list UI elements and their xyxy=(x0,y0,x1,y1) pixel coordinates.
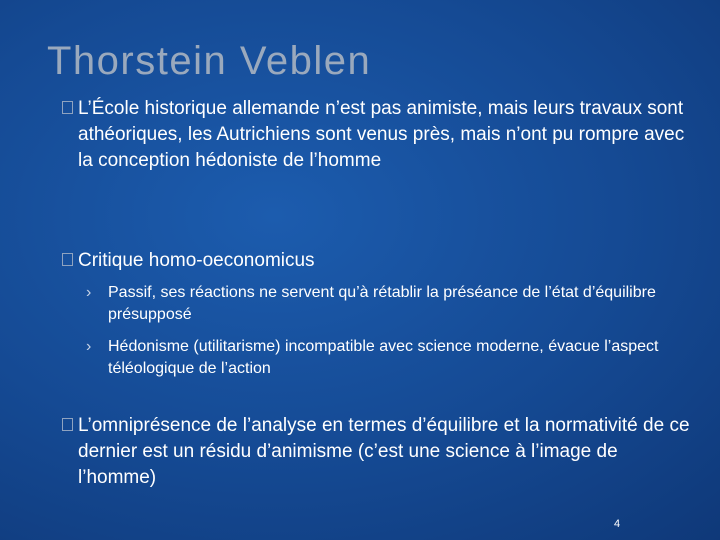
sub-bullet-item xyxy=(86,336,676,380)
bullet-item xyxy=(62,96,692,174)
chevron-right-icon: › xyxy=(86,338,92,355)
bullet-box-icon xyxy=(62,101,73,114)
sub-bullet-text: Passif, ses réactions ne servent qu’à rétablir la préséance de l’état d’équilibre présupposé xyxy=(108,284,656,323)
chevron-right-icon: › xyxy=(86,284,92,301)
sub-bullet-text: Hédonisme (utilitarisme) incompatible avec science moderne, évacue l’aspect téléologique de l’action xyxy=(108,338,659,377)
slide-title: Thorstein Veblen xyxy=(47,39,372,83)
bullet-box-icon xyxy=(62,253,73,266)
bullet-text: L’omniprésence de l’analyse en termes d’équilibre et la normativité de ce dernier est un résidu d’animisme (c’est une science à l’image de l’homme) xyxy=(78,415,690,488)
bullet-box-icon xyxy=(62,418,73,431)
sub-bullet-item xyxy=(86,282,676,326)
bullet-item xyxy=(62,413,692,491)
bullet-text: Critique homo-oeconomicus xyxy=(78,250,315,271)
page-number: 4 xyxy=(614,518,621,530)
bullet-item xyxy=(62,248,692,274)
bullet-text: L’École historique allemande n’est pas animiste, mais leurs travaux sont athéoriques, les Autrichiens sont venus près, mais n’ont pu rompre avec la conception hédoniste de l’homme xyxy=(78,98,685,171)
